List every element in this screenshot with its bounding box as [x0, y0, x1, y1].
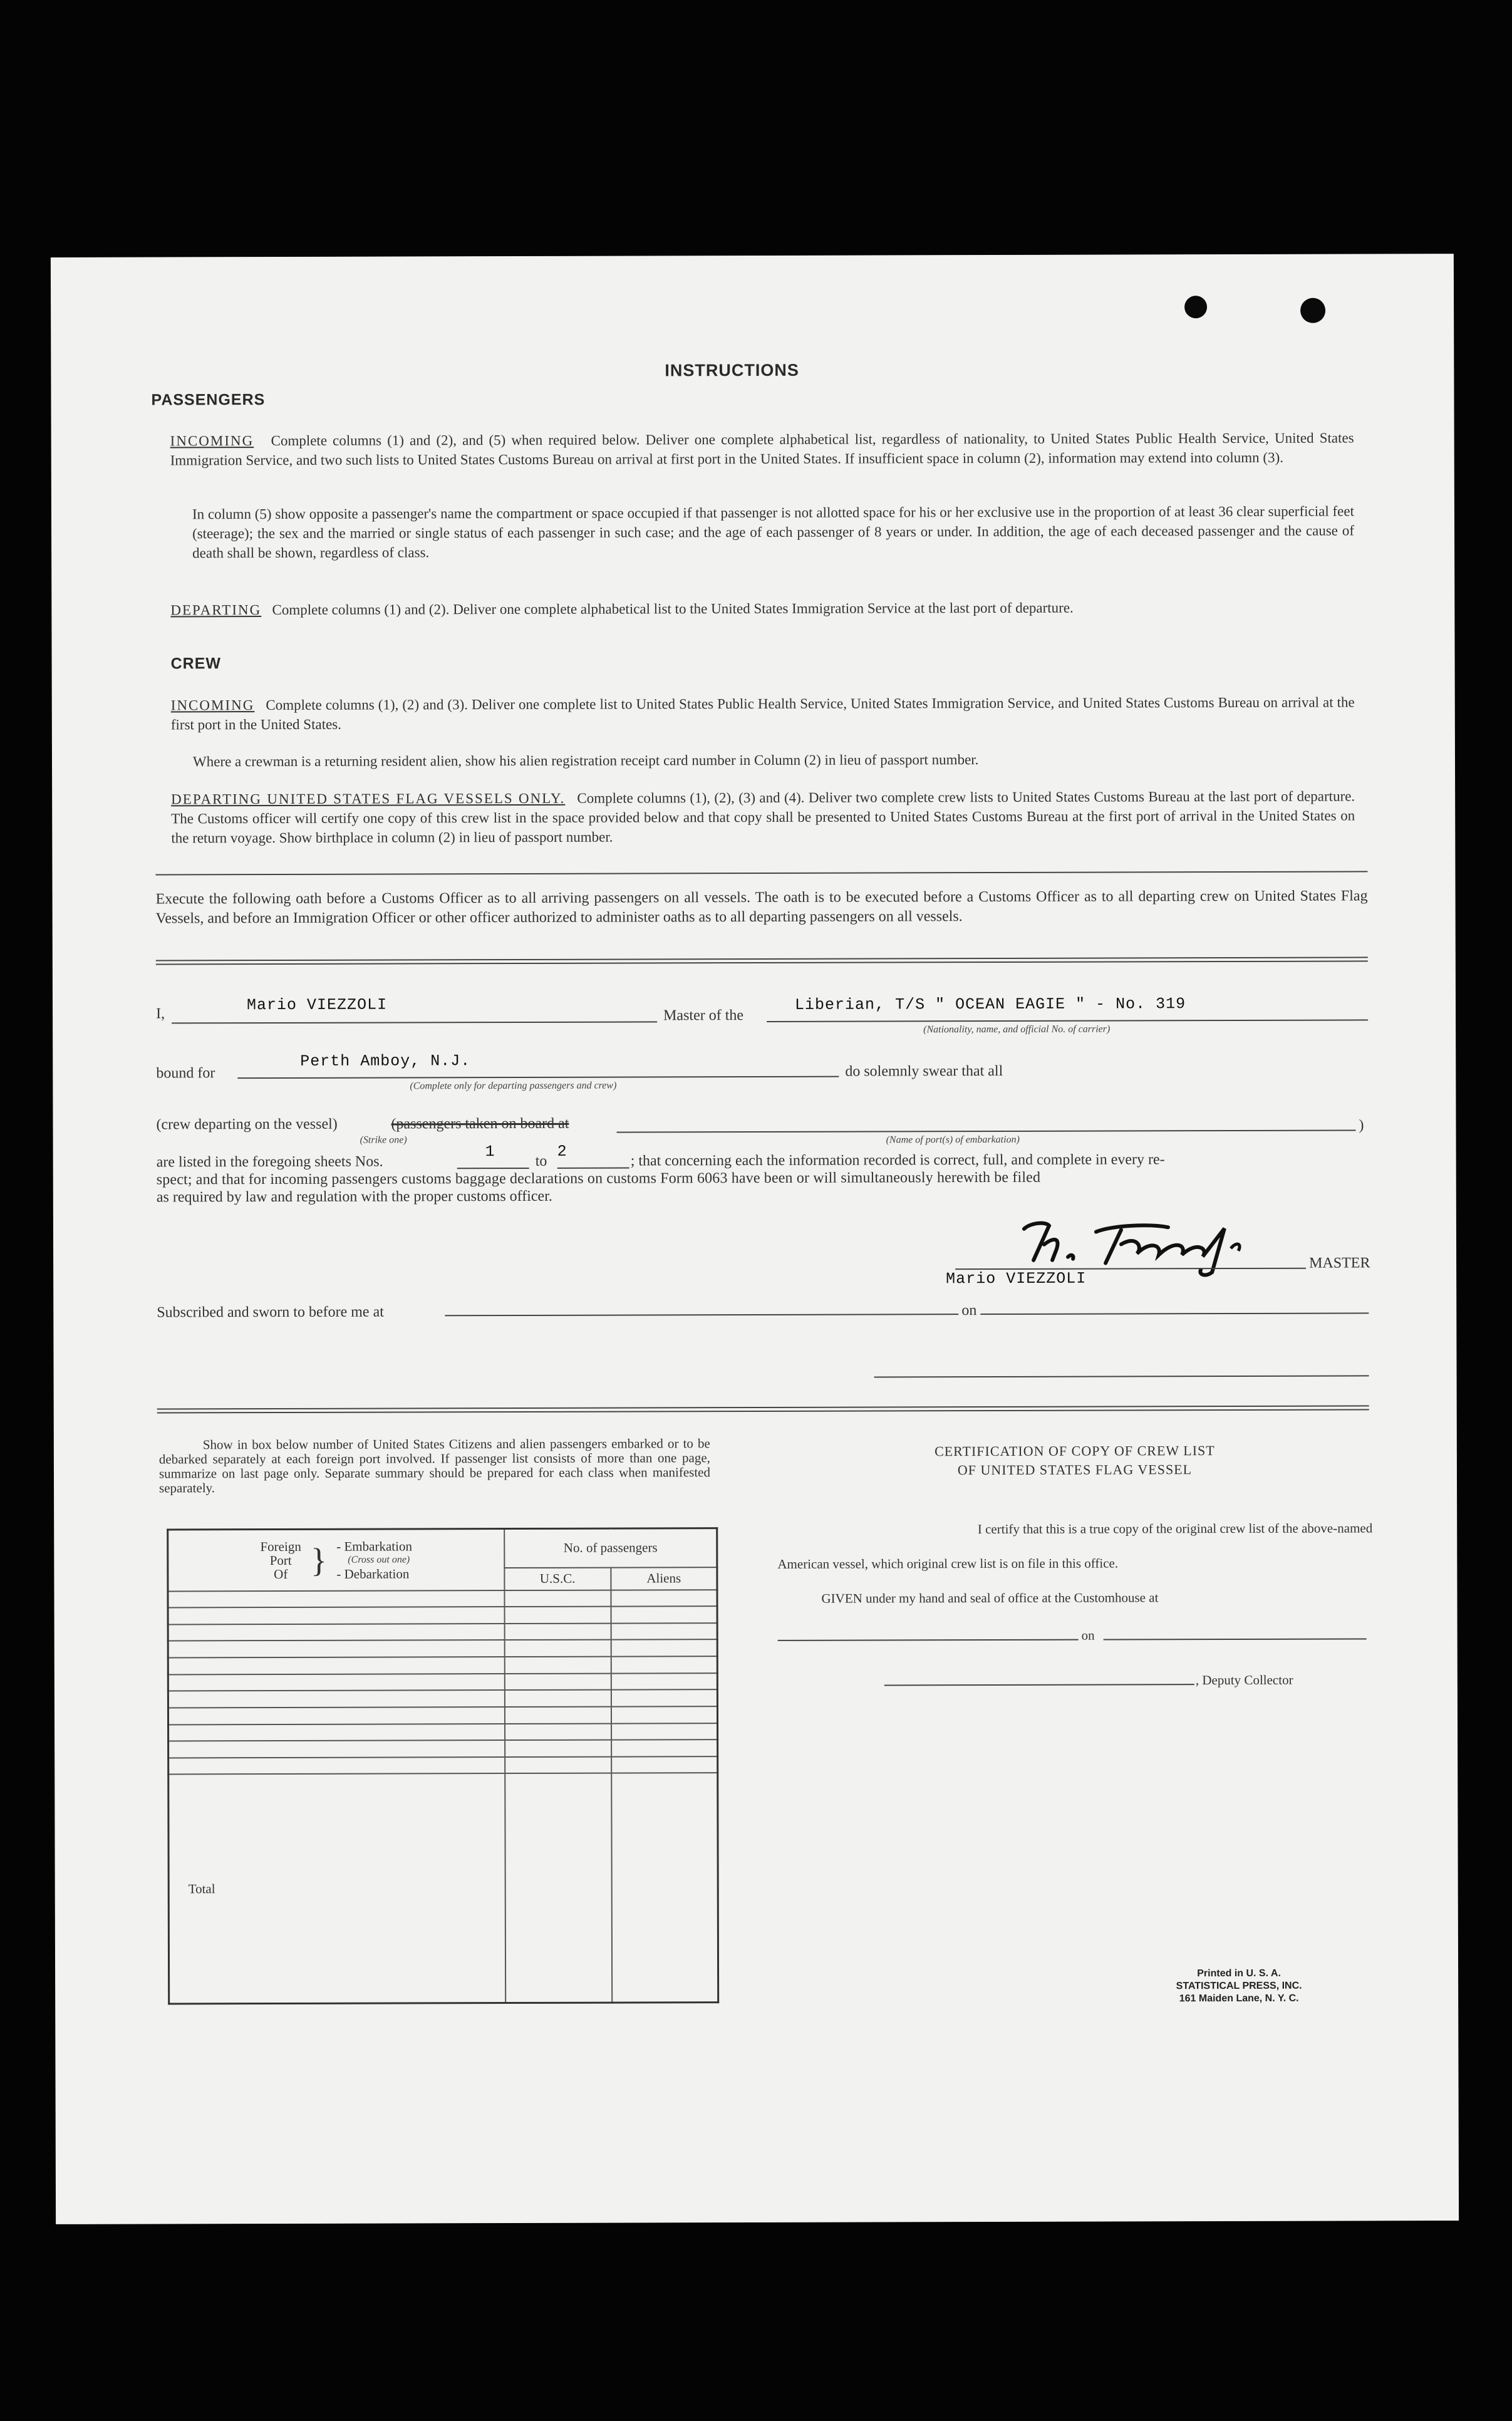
departing-text: Complete columns (1) and (2). Deliver one complete alphabetical list to the United States Immigration Service at the last port of departure. [272, 599, 1074, 618]
bound-for-label: bound for [156, 1065, 215, 1082]
crew-incoming-label: INCOMING [170, 697, 255, 713]
of-label: Of [274, 1566, 288, 1582]
sheet-to-field: 2 [557, 1142, 567, 1161]
incoming-label: INCOMING [170, 433, 254, 449]
no-passengers-header: No. of passengers [504, 1528, 717, 1568]
passengers-departing-instruction [170, 597, 1354, 620]
master-label: MASTER [1309, 1255, 1370, 1272]
column5-instruction: In column (5) show opposite a passenger's name the compartment or space occupied if that passenger is not allotted space for his or her exclusive use in the proportion of at least 36 clear superficial feet (steerage); the sex and the married or single status of each passenger in such case; and the age of each passenger of 8 years or under. In addition, the age of each deceased passenger and the cause of death shall be shown, regardless of class. [192, 503, 1355, 561]
customhouse-line [778, 1639, 1079, 1641]
sheets-label: are listed in the foregoing sheets Nos. [156, 1153, 383, 1171]
oath-statement-1: ; that concerning each the information recorded is correct, full, and complete in every re- [630, 1151, 1165, 1169]
certification-date-line [1104, 1638, 1367, 1640]
crew-option: (crew departing on the vessel) [156, 1116, 338, 1133]
printer-line-1: Printed in U. S. A. [1197, 1967, 1281, 1979]
subscribed-place-line [445, 1314, 958, 1316]
table-row-total [168, 1773, 718, 2004]
certification-text-3: GIVEN under my hand and seal of office at the Customhouse at [821, 1590, 1159, 1606]
certification-title [868, 1441, 1282, 1480]
cross-out-label: (Cross out one) [348, 1554, 410, 1565]
bound-for-line [237, 1076, 839, 1079]
vessel-field-line [767, 1019, 1368, 1022]
passengers-heading: PASSENGERS [151, 391, 266, 409]
oath-statement-3: as required by law and regulation with the proper customs officer. [156, 1188, 552, 1206]
page-title: INSTRUCTIONS [665, 360, 799, 380]
table-row [168, 1590, 717, 1608]
close-paren: ) [1359, 1117, 1364, 1134]
master-of-label: Master of the [663, 1007, 744, 1024]
passengers-incoming-instruction [170, 428, 1354, 470]
certification-text-1: I certify that this is a true copy of the original crew list of the above-named [977, 1520, 1373, 1537]
bound-for-caption: (Complete only for departing passengers and crew) [410, 1080, 617, 1092]
vessel-caption: (Nationality, name, and official No. of carrier) [923, 1024, 1111, 1035]
to-label: to [535, 1153, 547, 1169]
foreign-port-header [168, 1529, 505, 1591]
printer-line-3: 161 Maiden Lane, N. Y. C. [1179, 1993, 1299, 2004]
punch-hole [1184, 296, 1207, 318]
passenger-option-struck: (passengers taken on board at [391, 1115, 569, 1133]
returning-alien-instruction: Where a crewman is a returning resident alien, show his alien registration receipt card number in Column (2) in lieu of passport number. [192, 752, 979, 770]
divider [155, 871, 1367, 875]
officer-signature-line [874, 1375, 1369, 1377]
summary-instructions [159, 1436, 710, 1495]
swear-label: do solemnly swear that all [845, 1062, 1003, 1080]
strike-caption: (Strike one) [360, 1134, 407, 1146]
embarkation-label: - Embarkation [336, 1538, 412, 1554]
table-row [168, 1739, 718, 1758]
name-field-line [172, 1021, 657, 1024]
table-row [168, 1606, 717, 1624]
table-row [168, 1673, 717, 1691]
table-row [168, 1623, 717, 1641]
incoming-text: Complete columns (1) and (2), and (5) when required below. Deliver one complete alphabetical list, regardless of nationality, to United States Public Health Service, United States Immigration Service, and two such lists to United States Customs Bureau on arrival at first port in the United States. If insufficient space in column (2), information may extend into column (3). [170, 430, 1354, 469]
deputy-collector-line [884, 1684, 1194, 1686]
table-row [168, 1756, 718, 1775]
oath-statement-2: spect; and that for incoming passengers customs baggage declarations on customs Form 6063 have been or will simultaneously herewith be filed [156, 1169, 1041, 1188]
printer-line-2: STATISTICAL PRESS, INC. [1176, 1980, 1302, 1992]
port-field-line [617, 1129, 1356, 1133]
port-caption: (Name of port(s) of embarkation) [886, 1134, 1020, 1146]
crew-departing-text: Complete columns (1), (2), (3) and (4). Deliver two complete crew lists to United States Customs Bureau at the last port of departure. The Customs officer will certify one copy of this crew list in the space provided below and that copy shall be presented to United States Customs Bureau at the first port of arrival in the United States on the return voyage. Show birthplace in column (2) in lieu of passport number. [171, 788, 1355, 846]
document-page [51, 254, 1459, 2224]
certification-on-label: on [1081, 1627, 1095, 1643]
crew-departing-instruction [171, 786, 1355, 848]
typed-signature: Mario VIEZZOLI [946, 1269, 1087, 1288]
table-row [168, 1640, 717, 1658]
certification-title-2: OF UNITED STATES FLAG VESSEL [957, 1461, 1193, 1478]
crew-incoming-instruction [171, 692, 1355, 734]
table-row [168, 1706, 717, 1724]
oath-intro: Execute the following oath before a Customs Officer as to all arriving passengers on all vessels. The oath is to be executed before a Customs Officer as to all departing crew on United States Flag Vessels, and before an Immigration Officer or other officer authorized to administer oaths as to all departing passengers on all vessels. [155, 888, 1368, 927]
table-row [168, 1723, 718, 1741]
brace: } [311, 1541, 328, 1579]
subscribed-label: Subscribed and sworn to before me at [157, 1304, 384, 1321]
foreign-label: Foreign [260, 1538, 301, 1554]
deputy-collector-label: , Deputy Collector [1195, 1672, 1293, 1688]
vessel-field: Liberian, T/S " OCEAN EAGIE " - No. 319 [794, 995, 1186, 1014]
certification-title-1: CERTIFICATION OF COPY OF CREW LIST [935, 1443, 1215, 1459]
crew-heading: CREW [170, 655, 222, 673]
sheet-from-field: 1 [485, 1143, 495, 1161]
i-label: I, [156, 1005, 165, 1022]
total-label: Total [168, 1773, 505, 2004]
punch-hole [1300, 298, 1325, 323]
departing-label: DEPARTING [170, 602, 262, 618]
sheet-from-line [457, 1168, 529, 1169]
master-name-field: Mario VIEZZOLI [246, 995, 388, 1015]
certification-text-2: American vessel, which original crew list is on file in this office. [777, 1555, 1119, 1572]
port-label: Port [269, 1552, 292, 1568]
summary-instructions-text: Show in box below number of United States Citizens and alien passengers embarked or to be debarked separately at each foreign port involved. If passenger list consists of more than one page, summarize on last page only. Separate summary should be prepared for each class when manifested separately. [158, 1436, 711, 1496]
debarkation-label: - Debarkation [336, 1566, 410, 1582]
usc-header: U.S.C. [504, 1567, 611, 1590]
aliens-header: Aliens [611, 1567, 717, 1590]
crew-departing-label: DEPARTING UNITED STATES FLAG VESSELS ONLY. [171, 790, 566, 807]
sheet-to-line [557, 1168, 629, 1169]
divider [157, 1405, 1369, 1413]
subscribed-date-line [980, 1312, 1369, 1315]
divider [156, 956, 1368, 965]
table-row [168, 1689, 717, 1708]
table-row [168, 1656, 717, 1674]
printer-imprint [1145, 1967, 1333, 2006]
crew-incoming-text: Complete columns (1), (2) and (3). Deliver one complete list to United States Public Health Service, United States Immigration Service, and United States Customs Bureau on arrival at the first port in the United States. [170, 694, 1355, 733]
passenger-summary-table [167, 1527, 719, 2004]
on-label: on [961, 1302, 977, 1319]
bound-for-field: Perth Amboy, N.J. [300, 1052, 471, 1071]
